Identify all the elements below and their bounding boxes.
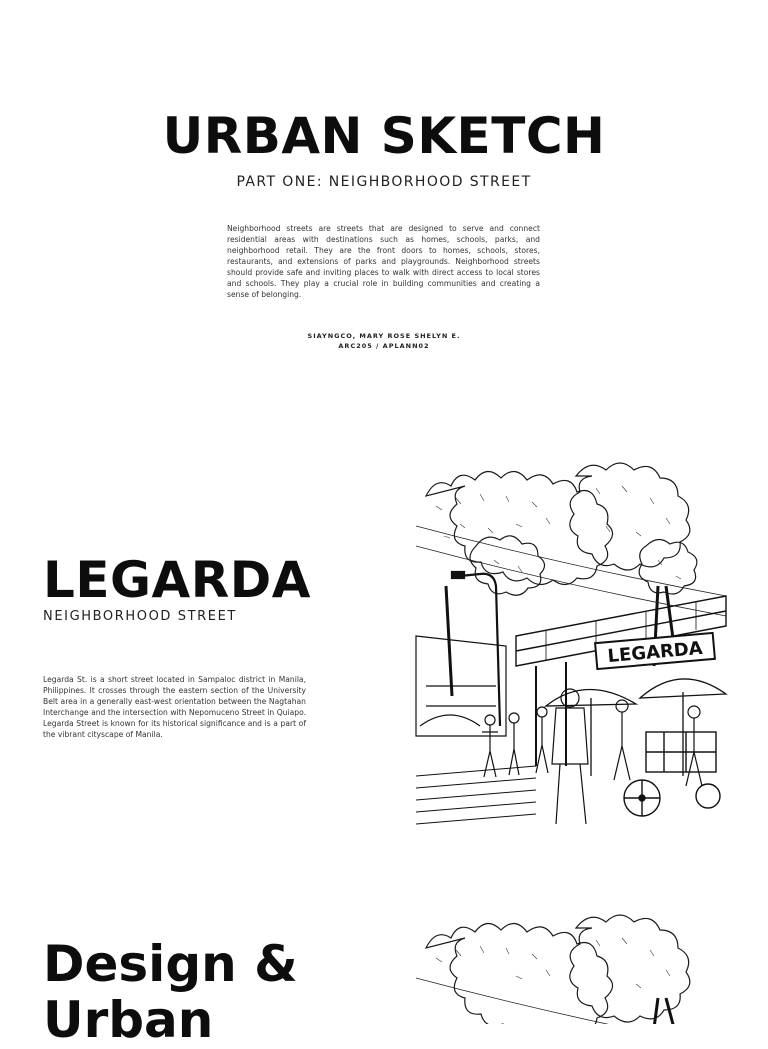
page-title: URBAN SKETCH [162, 107, 606, 165]
page-subtitle: PART ONE: NEIGHBORHOOD STREET [236, 174, 532, 190]
legarda-street-sketch-2 [396, 888, 740, 1024]
intro-paragraph: Neighborhood streets are streets that are designed to serve and connect residential areas with destinations such as homes, schools, parks, and neighborhood retail. They are the front doors to homes, schools, stores, restaurants, and extensions of parks and playgrounds. Neighborhood streets should provide safe and inviting places to walk with direct access to local stores and schools. They play a crucial role in building communities and creating a sense of belonging. [227, 224, 540, 299]
legarda-title: LEGARDA [43, 551, 311, 609]
tree-canopy-2 [426, 915, 690, 1024]
umbrellas [546, 679, 726, 776]
design-title-line1: Design & [43, 935, 298, 993]
street-lamp [452, 572, 500, 726]
buildings-left [416, 636, 506, 736]
legarda-street-sketch [396, 436, 740, 850]
tree-texture-2 [436, 938, 670, 988]
cart [624, 732, 720, 816]
design-title-line2: Urban [43, 991, 214, 1049]
legarda-description: Legarda St. is a short street located in Sampaloc district in Manila, Philippines. It crosses through the eastern section of the University Belt area in a generally east-west orientation between the Nagtahan Interchange and the intersection with Nepomuceno Street in Quiapo. Legarda Street is known for its historical significance and is a part of the vibrant cityscape of Manila. [43, 675, 306, 739]
legarda-subtitle: NEIGHBORHOOD STREET [43, 609, 237, 624]
author-course: ARC205 / APLANN02 [338, 342, 430, 350]
design-title [43, 936, 363, 1048]
legarda-sign [595, 633, 715, 669]
crosswalk [416, 766, 536, 824]
legarda-sign-text: LEGARDA [606, 637, 704, 668]
author-name: SIAYNGCO, MARY ROSE SHELYN E. [307, 332, 461, 340]
